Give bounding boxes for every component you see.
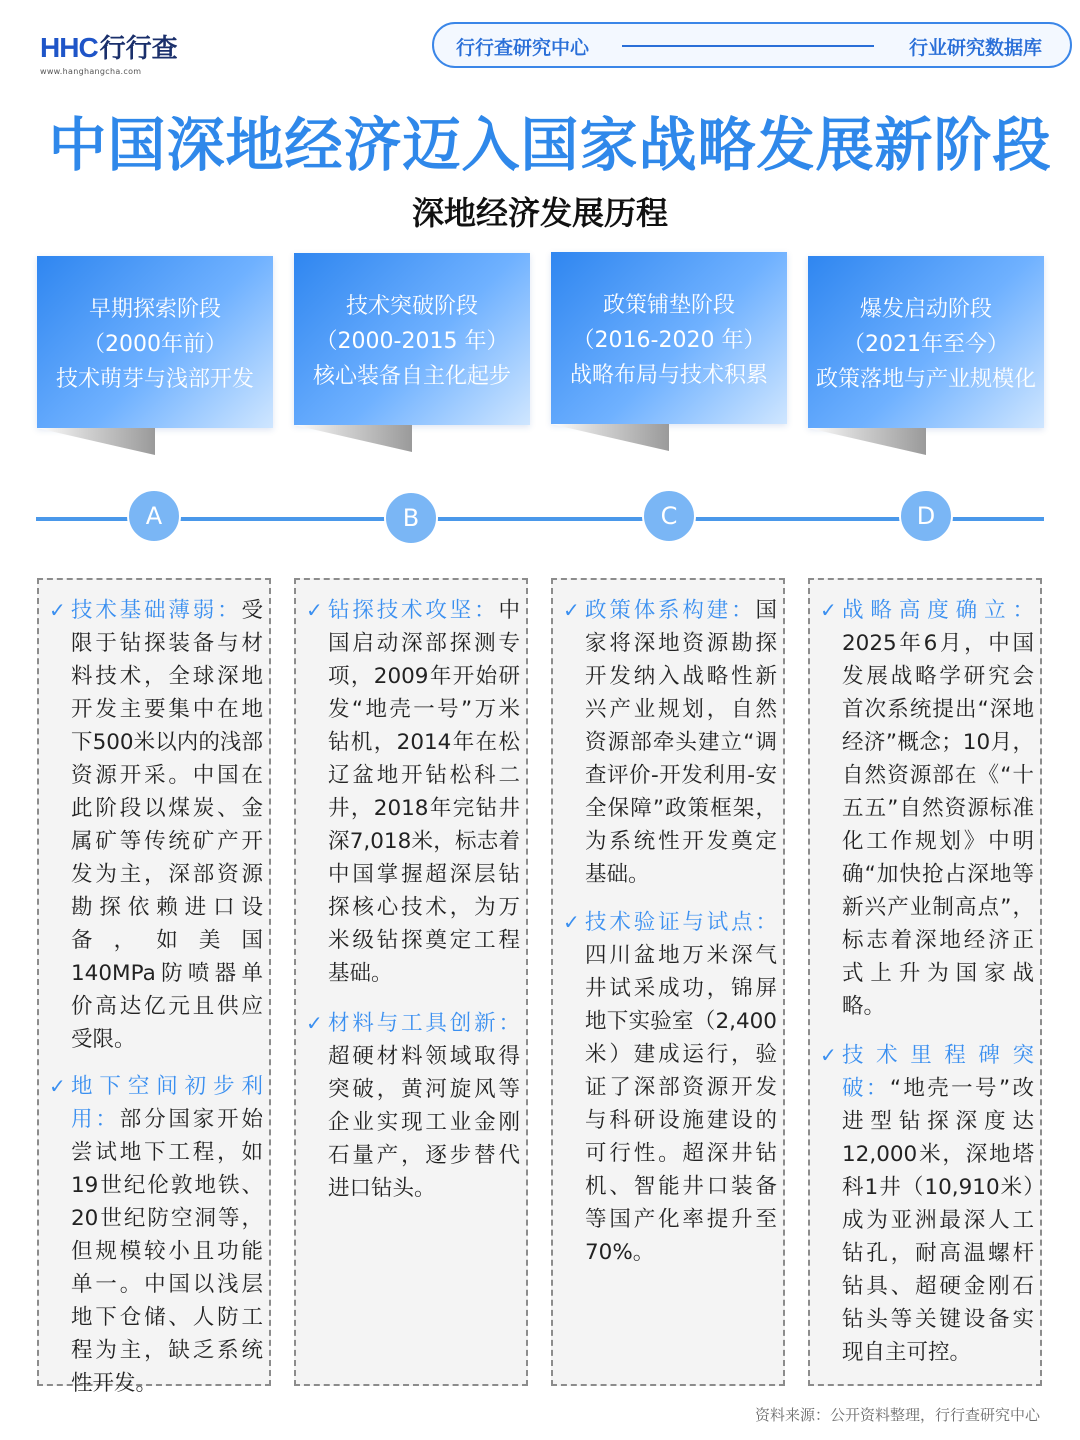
detail-section [49,1070,263,1400]
stage-fold-c [551,424,669,451]
section-text: 2025年6月，中国发展战略学研究会首次系统提出“深地经济”概念；10月，自然资源部在《“十五五”自然资源标准化工作规划》中明确“加快抢占深地等新兴产业制高点”，标志着深地经济正式上升为国家战略。 [842,631,1034,1019]
stage-name: 技术突破阶段 [345,294,478,319]
section-text: 超硬材料领域取得突破，黄河旋风等企业实现工业金刚石量产，逐步替代进口钻头。 [328,1044,520,1201]
stage-fold-a [37,428,155,455]
section-title: 战略高度确立： [842,598,1034,623]
source-note: 资料来源：公开资料整理，行行查研究中心 [754,1406,1040,1424]
timeline-node-d: D [899,489,953,543]
stage-card-c [551,252,787,424]
section-text: 受限于钻探装备与材料技术，全球深地开发主要集中在地下500米以内的浅部资源开采。中国在此阶段以煤炭、金属矿等传统矿产开发为主，深部资源勘探依赖进口设备，如美国140MPa防喷器单价高达亿元且供应受限。 [71,598,263,1052]
stage-period: （2021年至今） [843,332,1009,357]
detail-section [306,1007,520,1205]
detail-section [563,906,777,1269]
stage-fold-d [808,428,926,455]
timeline-node-c: C [642,489,696,543]
pill-left-label: 行行查研究中心 [456,37,590,59]
logo-name: 行行查 [99,34,178,64]
logo-url: www.hanghangcha.com [40,67,142,76]
section-text: 四川盆地万米深气井试采成功，锦屏地下实验室（2,400米）建成运行，验证了深部资源开发与科研设施建设的可行性。超深井钻机、智能井口装备等国产化率提升至70%。 [585,943,777,1265]
detail-section [820,1039,1034,1369]
check-icon: ✓ [306,598,323,622]
stage-theme: 核心装备自主化起步 [312,364,511,389]
check-icon: ✓ [306,1011,323,1035]
section-title: 技术验证与试点： [585,910,777,935]
stage-period: （2000年前） [83,332,227,357]
section-title: 政策体系构建： [585,598,756,623]
stage-theme: 技术萌芽与浅部开发 [55,367,254,392]
check-icon: ✓ [820,1043,837,1067]
page-subtitle: 深地经济发展历程 [411,194,668,232]
pill-right-label: 行业研究数据库 [908,37,1042,59]
check-icon: ✓ [563,598,580,622]
stage-name: 爆发启动阶段 [859,297,992,322]
brand-logo [40,28,178,76]
detail-box-c [551,578,785,1386]
stage-theme: 政策落地与产业规模化 [815,367,1036,392]
detail-section [306,594,520,990]
section-text: 中国启动深部探测专项，2009年开始研发“地壳一号”万米钻机，2014年在松辽盆地开钻松科二井，2018年完钻井深7,018米，标志着中国掌握超深层钻探核心技术，为万米级钻探奠定工程基础。 [328,598,520,986]
detail-box-d [808,578,1042,1386]
section-title: 地下空间初步利用： [71,1074,263,1132]
section-title: 材料与工具创新： [328,1011,520,1036]
detail-section [820,594,1034,1023]
section-title: 技术里程碑突破： [842,1043,1034,1101]
stage-card-d [808,256,1044,428]
stage-name: 早期探索阶段 [88,297,221,322]
section-title: 钻探技术攻坚： [328,598,499,623]
section-text: 部分国家开始尝试地下工程，如19世纪伦敦地铁、20世纪防空洞等，但规模较小且功能单一。中国以浅层地下仓储、人防工程为主，缺乏系统性开发。 [71,1107,263,1396]
check-icon: ✓ [563,910,580,934]
timeline-node-b: B [384,491,438,545]
stage-theme: 战略布局与技术积累 [569,363,768,388]
stage-fold-b [294,425,412,452]
stage-period: （2000-2015 年） [315,329,509,354]
stage-period: （2016-2020 年） [572,328,766,353]
section-text: 国家将深地资源勘探开发纳入战略性新兴产业规划，自然资源部牵头建立“调查评价-开发利用-安全保障”政策框架，为系统性开发奠定基础。 [585,598,777,887]
section-title: 技术基础薄弱： [71,598,242,623]
pill-divider-line [622,45,874,47]
section-text: “地壳一号”改进型钻探深度达12,000米，深地塔科1井（10,910米）成为亚洲最深人工钻孔，耐高温螺杆钻具、超硬金刚石钻头等关键设备实现自主可控。 [842,1076,1034,1365]
timeline-line [36,517,1044,521]
detail-box-a [37,578,271,1396]
check-icon: ✓ [49,1074,66,1098]
header-pill [432,22,1072,68]
stage-card-a [37,256,273,428]
detail-section [563,594,777,891]
detail-box-b [294,578,528,1386]
timeline-node-a: A [127,489,181,543]
page-title: 中国深地经济迈入国家战略发展新阶段 [48,111,1052,179]
stage-name: 政策铺垫阶段 [602,293,735,318]
detail-section [49,594,263,1056]
logo-mark: HHC [40,32,98,63]
stage-card-b [294,253,530,425]
check-icon: ✓ [820,598,837,622]
check-icon: ✓ [49,598,66,622]
